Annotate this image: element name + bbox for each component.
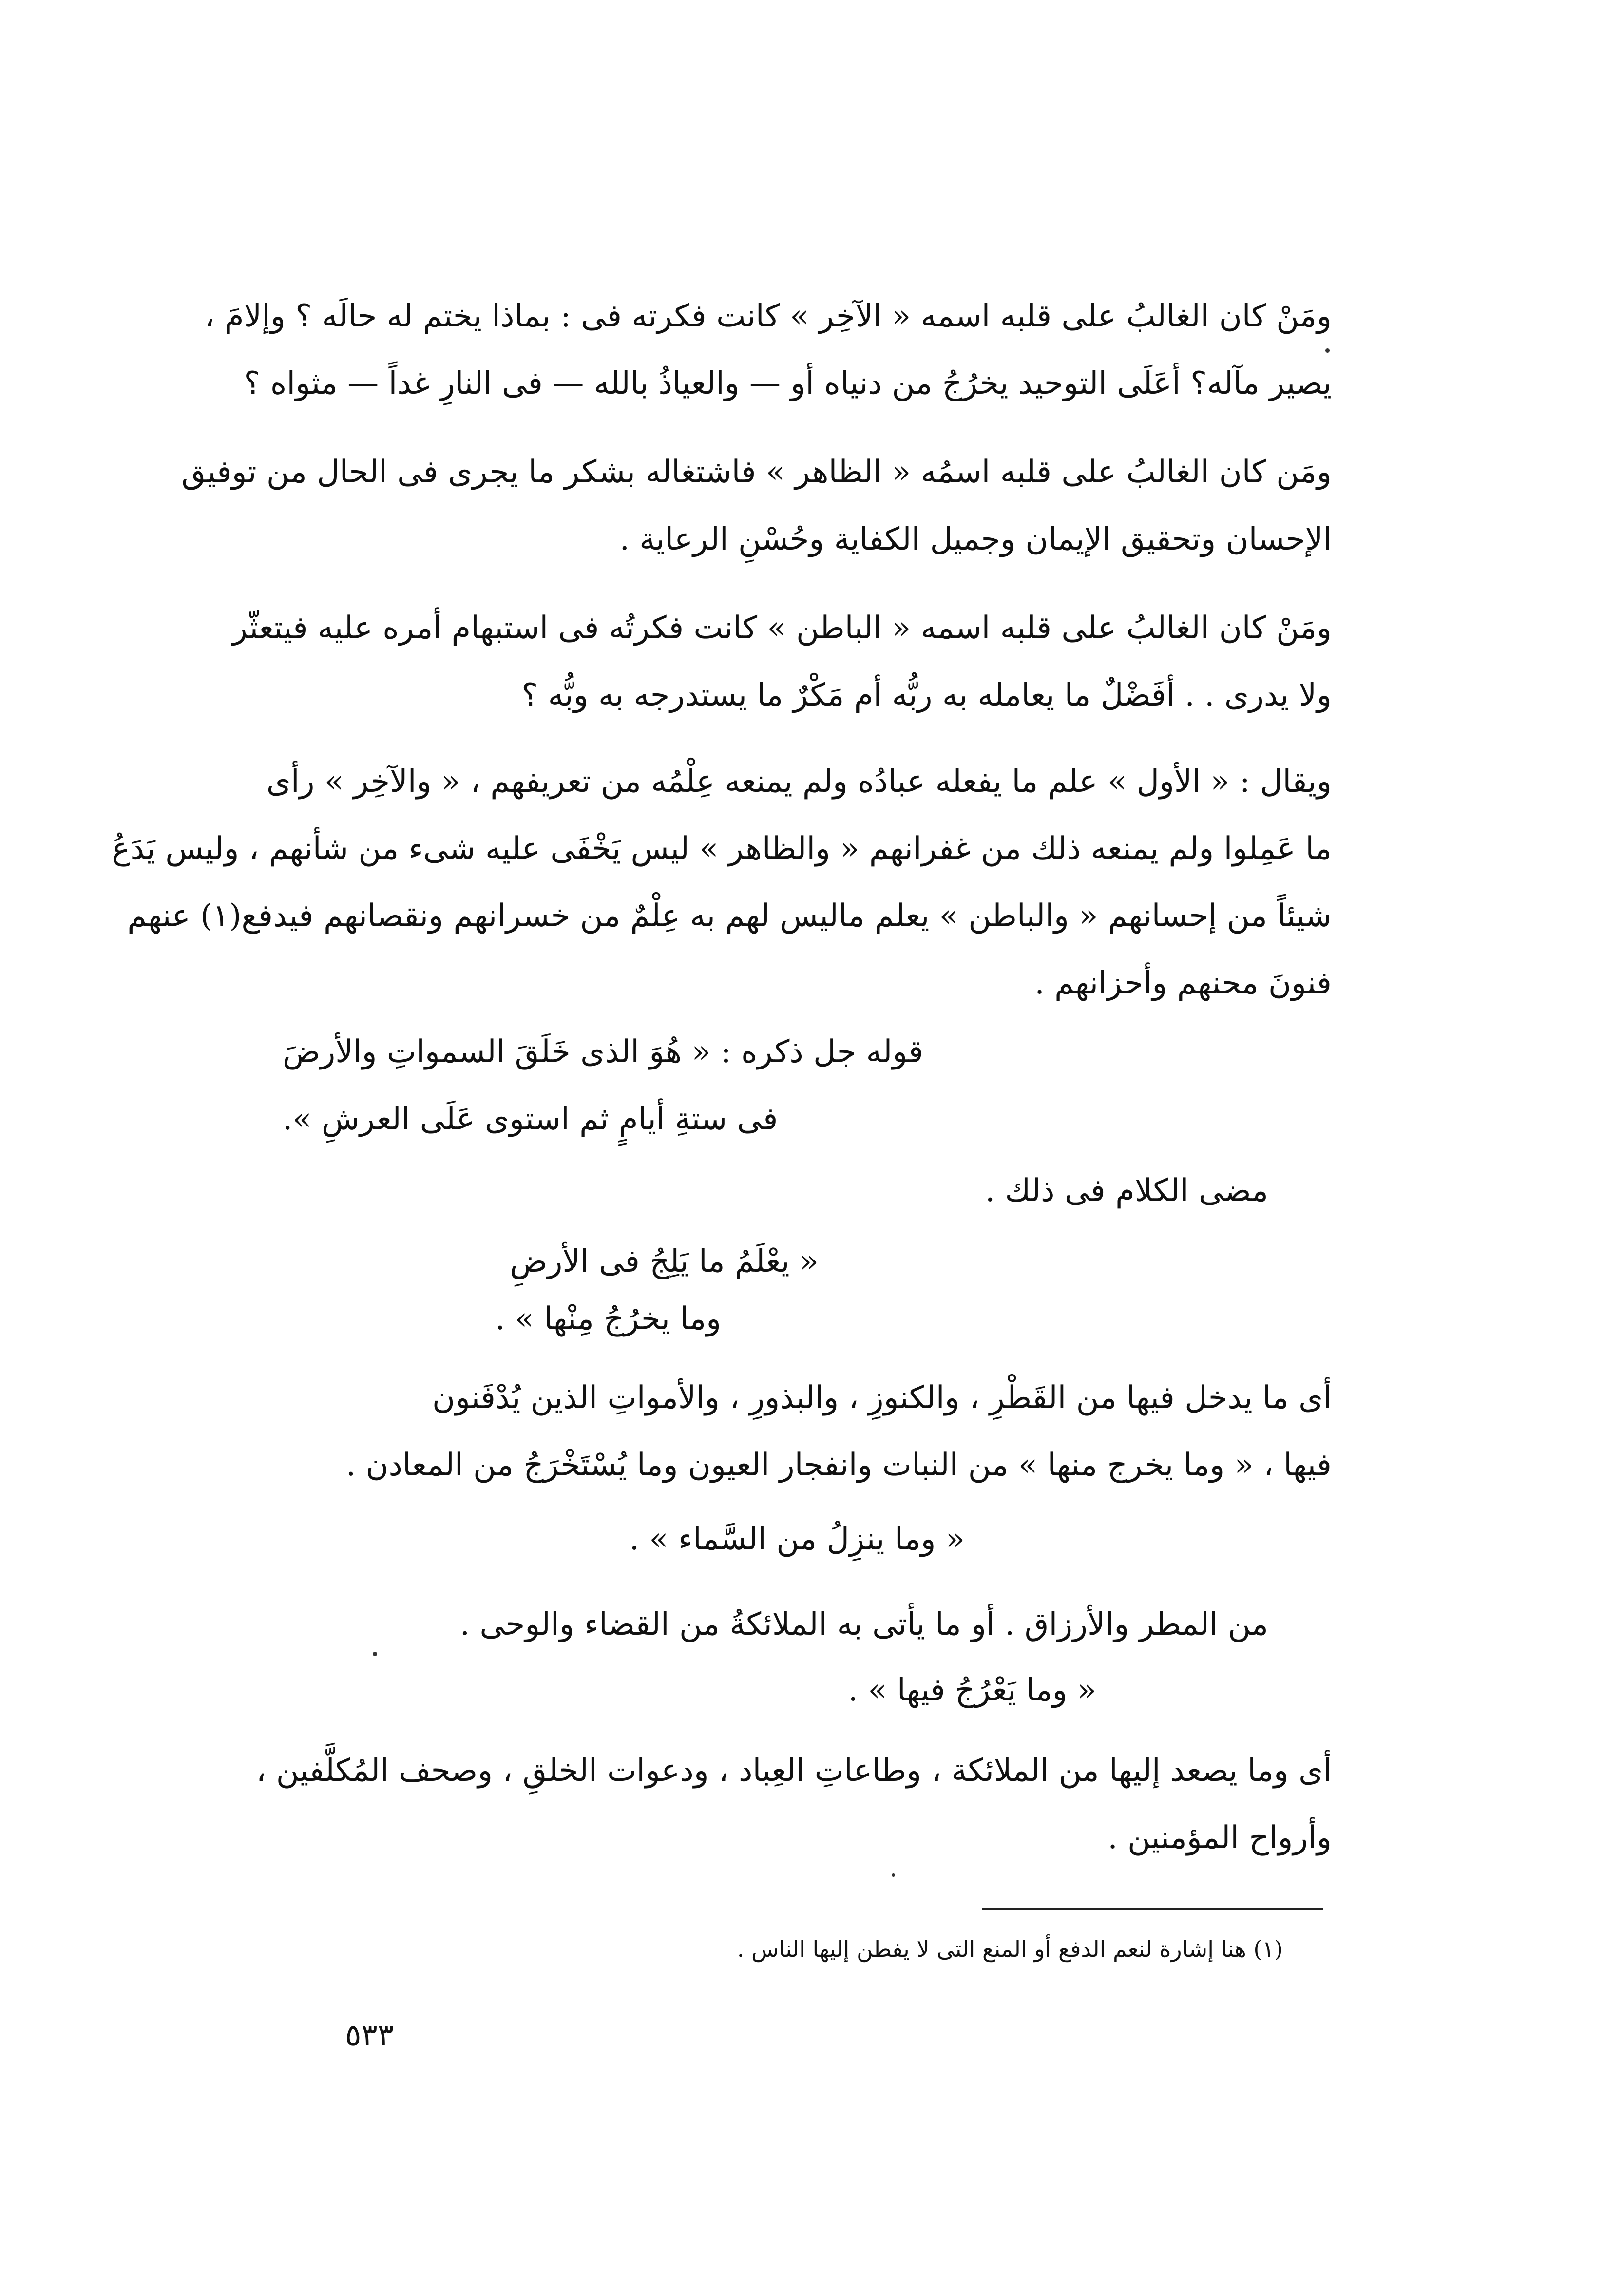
commentary-1 [684, 1157, 1268, 1224]
text-line: ومَنْ كان الغالبُ على قلبه اسمه « الآخِر » كانت فكرته فى : بماذا يختم له حالَه ؟ وإلامَ ، [205, 298, 1332, 334]
text-line: يصير مآله؟ أعَلَى التوحيد يخرُجُ من دنياه أو — والعياذُ بالله — فى النارِ غداً — مثواه ؟ [244, 365, 1332, 401]
verse-line: قوله جل ذكره : « هُوَ الذى خَلَقَ السمواتِ والأرضَ [283, 1034, 923, 1070]
text-line: من المطر والأرزاق . أو ما يأتى به الملائكةُ من القضاء والوحى . [459, 1606, 1268, 1642]
text-line: أى ما يدخل فيها من القَطْرِ ، والكنوزِ ، والبذورِ ، والأمواتِ الذين يُدْفَنون [432, 1380, 1332, 1416]
paragraph-wa-yuqal [112, 748, 1332, 1017]
scan-speck [892, 1873, 895, 1877]
commentary-3 [343, 1591, 1268, 1658]
text-line: ومَنْ كان الغالبُ على قلبه اسمه « الباطن » كانت فكرتُه فى استبهام أمره عليه فيتعثّر [232, 610, 1332, 646]
text-line: ويقال : « الأول » علم ما يفعله عبادُه ولم يمنعه عِلْمُه من تعريفهم ، « والآخِر » رأى [266, 764, 1332, 800]
text-line: مضى الكلام فى ذلك . [985, 1173, 1268, 1209]
quran-verse-4 [658, 1657, 1096, 1724]
verse-line: فى ستةِ أيامٍ ثم استوى عَلَى العرشِ ». [283, 1101, 778, 1137]
paragraph-al-zahir [181, 439, 1332, 573]
text-line: ومَن كان الغالبُ على قلبه اسمُه « الظاهر » فاشتغاله بشكر ما يجرى فى الحال من توفيق [181, 454, 1332, 490]
quran-verse-2 [283, 1233, 819, 1348]
commentary-2 [292, 1364, 1332, 1499]
footnote-separator [982, 1908, 1323, 1910]
text-line: ما عَمِلوا ولم يمنعه ذلك من غفرانهم « والظاهر » ليس يَخْفَى عليه شىء من شأنهم ، وليس يَدَعُ [112, 831, 1332, 867]
quran-verse-1 [283, 1018, 1013, 1153]
scan-speck [373, 1652, 377, 1656]
page-number: ٥٣٣ [345, 2017, 394, 2053]
paragraph-al-batin [232, 594, 1332, 729]
footnote: (١) هنا إشارة لنعم الدفع أو المنع التى لا يفطن إليها الناس . [737, 1936, 1283, 1962]
text-line: الإحسان وتحقيق الإيمان وجميل الكفاية وحُسْنِ الرعاية . [619, 521, 1332, 557]
paragraph-al-akhir [205, 283, 1332, 417]
scan-speck [1325, 348, 1330, 353]
quran-verse-3 [380, 1506, 965, 1573]
text-line: شيئاً من إحسانهم « والباطن » يعلم ماليس لهم به عِلْمٌ من خسرانهم ونقصانهم فيدفع(١) عنهم [127, 898, 1332, 934]
text-line: أى وما يصعد إليها من الملائكة ، وطاعاتِ العِباد ، ودعوات الخلقِ ، وصحف المُكلَّفين ، [256, 1753, 1332, 1789]
verse-line: « وما ينزِلُ من السَّماء » . [629, 1521, 965, 1557]
text-line: فنونَ محنهم وأحزانهم . [1034, 965, 1332, 1001]
verse-line: « يعْلَمُ ما يَلِجُ فى الأرضِ [510, 1243, 819, 1279]
commentary-4 [256, 1737, 1332, 1871]
text-line: فيها ، « وما يخرج منها » من النبات وانفجار العيون وما يُسْتَخْرَجُ من المعادن . [345, 1447, 1332, 1483]
text-line: وأرواح المؤمنين . [1108, 1820, 1332, 1856]
verse-line: وما يخرُجُ مِنْها » . [495, 1301, 721, 1337]
text-line: ولا يدرى . . أفَضْلٌ ما يعامله به ربُّه أم مَكْرٌ ما يستدرجه به وبُّه ؟ [521, 677, 1332, 713]
verse-line: « وما يَعْرُجُ فيها » . [848, 1672, 1096, 1708]
